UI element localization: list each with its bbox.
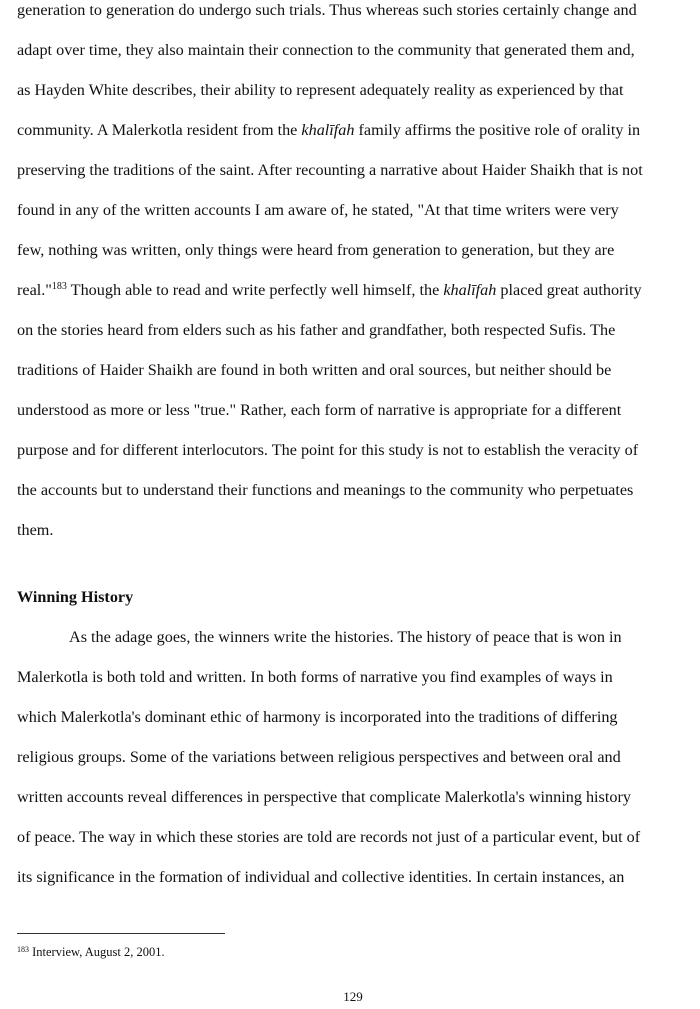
paragraph-line: on the stories heard from elders such as his father and grandfather, both respected Sufis. The: [17, 321, 616, 339]
paragraph-line: Malerkotla is both told and written. In both forms of narrative you find examples of ways in: [17, 668, 613, 686]
footnote-text: Interview, August 2, 2001.: [29, 945, 165, 959]
paragraph-line: of peace. The way in which these stories are told are records not just of a particular event, but of: [17, 828, 641, 846]
italic-term: khalīfah: [301, 121, 355, 139]
footnote-number: 183: [17, 945, 29, 954]
paragraph-line: written accounts reveal differences in perspective that complicate Malerkotla's winning history: [17, 788, 631, 806]
paragraph-line: generation to generation do undergo such trials. Thus whereas such stories certainly change and: [17, 1, 637, 19]
footnote-reference[interactable]: 183: [51, 281, 67, 292]
text-span: Though able to read and write perfectly well himself, the: [66, 281, 444, 299]
footnote-divider: [17, 933, 225, 934]
text-span: community. A Malerkotla resident from the: [17, 121, 302, 139]
paragraph-line: purpose and for different interlocutors. The point for this study is not to establish the veracity of: [17, 441, 639, 459]
paragraph-line: found in any of the written accounts I am aware of, he stated, "At that time writers were very: [17, 201, 619, 219]
paragraph-line: [17, 120, 640, 140]
paragraph-line: its significance in the formation of individual and collective identities. In certain instances, an: [17, 868, 625, 886]
section-heading: Winning History: [17, 588, 134, 606]
paragraph-line: them.: [17, 521, 54, 539]
paragraph-line: which Malerkotla's dominant ethic of harmony is incorporated into the traditions of differing: [17, 708, 618, 726]
paragraph-line: preserving the traditions of the saint. After recounting a narrative about Haider Shaikh that is not: [17, 161, 643, 179]
paragraph-line: the accounts but to understand their functions and meanings to the community who perpetuates: [17, 481, 634, 499]
italic-term: khalīfah: [443, 281, 497, 299]
footnote: [17, 944, 165, 962]
paragraph-line: As the adage goes, the winners write the histories. The history of peace that is won in: [69, 628, 622, 646]
text-span: placed great authority: [496, 281, 642, 299]
paragraph-line: few, nothing was written, only things were heard from generation to generation, but they are: [17, 241, 615, 259]
paragraph-line: religious groups. Some of the variations between religious perspectives and between oral and: [17, 748, 621, 766]
paragraph-line: [17, 280, 642, 303]
paragraph-line: as Hayden White describes, their ability to represent adequately reality as experienced by that: [17, 81, 624, 99]
paragraph-line: adapt over time, they also maintain their connection to the community that generated them and,: [17, 41, 635, 59]
paragraph-line: understood as more or less "true." Rather, each form of narrative is appropriate for a different: [17, 401, 622, 419]
text-span: family affirms the positive role of orality in: [354, 121, 641, 139]
paragraph-line: traditions of Haider Shaikh are found in both written and oral sources, but neither should be: [17, 361, 612, 379]
text-span: real.": [17, 281, 52, 299]
page-number: 129: [343, 989, 363, 1004]
